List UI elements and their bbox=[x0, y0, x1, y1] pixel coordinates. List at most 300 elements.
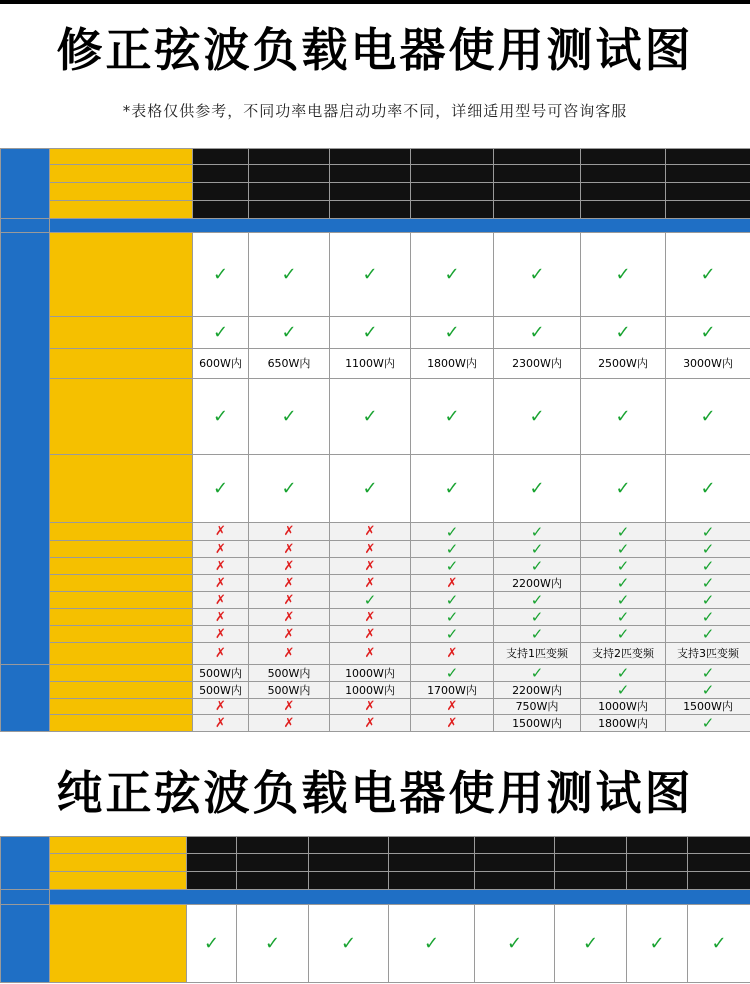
appliance-name bbox=[50, 626, 193, 643]
value-cell bbox=[494, 233, 581, 317]
cross-icon: ✗ bbox=[215, 626, 226, 642]
value-cell bbox=[494, 626, 581, 643]
value-cell bbox=[193, 626, 249, 643]
check-icon: ✓ bbox=[530, 557, 544, 575]
value-cell bbox=[411, 541, 494, 558]
value-cell bbox=[330, 455, 411, 523]
value-cell bbox=[193, 455, 249, 523]
value-cell bbox=[666, 233, 750, 317]
value-cell bbox=[249, 317, 330, 349]
value-cell bbox=[581, 626, 666, 643]
cross-icon: ✗ bbox=[446, 699, 458, 714]
value-cell bbox=[494, 379, 581, 455]
value-cell bbox=[187, 905, 237, 983]
value-cell bbox=[411, 609, 494, 626]
appliance-name bbox=[50, 349, 193, 379]
check-icon: ✓ bbox=[700, 477, 716, 499]
value-cell bbox=[249, 643, 330, 665]
model-cell bbox=[666, 201, 750, 219]
check-icon: ✓ bbox=[281, 405, 297, 427]
appliance-name bbox=[50, 523, 193, 541]
value-cell bbox=[666, 609, 750, 626]
check-icon: ✓ bbox=[701, 591, 715, 609]
value-cell bbox=[193, 575, 249, 592]
check-icon: ✓ bbox=[444, 263, 460, 285]
value-cell: 支持1匹变频 bbox=[494, 643, 581, 665]
value-cell bbox=[581, 379, 666, 455]
value-cell: 500W内 bbox=[193, 665, 249, 682]
check-icon: ✓ bbox=[340, 932, 357, 954]
value-cell: 1000W内 bbox=[330, 665, 411, 682]
value-cell: 1500W内 bbox=[494, 715, 581, 732]
value-cell bbox=[249, 699, 330, 715]
value-cell bbox=[666, 541, 750, 558]
cross-icon: ✗ bbox=[283, 609, 295, 625]
appliance-row bbox=[1, 575, 750, 592]
value-cell bbox=[309, 905, 389, 983]
value-cell: 2500W内 bbox=[581, 349, 666, 379]
value-cell bbox=[475, 905, 555, 983]
value-cell bbox=[193, 592, 249, 609]
info-row bbox=[1, 183, 750, 201]
appliance-row bbox=[1, 455, 750, 523]
model-cell bbox=[249, 165, 330, 183]
model-cell bbox=[309, 872, 389, 890]
value-cell: 1000W内 bbox=[581, 699, 666, 715]
value-cell bbox=[666, 575, 750, 592]
model-cell bbox=[581, 201, 666, 219]
value-cell bbox=[193, 609, 249, 626]
check-icon: ✓ bbox=[616, 681, 630, 699]
appliance-row bbox=[1, 233, 750, 317]
model-cell bbox=[193, 165, 249, 183]
model-cell bbox=[237, 854, 309, 872]
check-icon: ✓ bbox=[506, 932, 523, 954]
check-icon: ✓ bbox=[616, 591, 630, 609]
check-icon: ✓ bbox=[530, 540, 544, 558]
value-cell bbox=[581, 592, 666, 609]
model-cell bbox=[627, 837, 688, 854]
cross-icon: ✗ bbox=[364, 609, 376, 625]
section-row bbox=[1, 890, 750, 905]
check-icon: ✓ bbox=[616, 664, 630, 682]
model-cell bbox=[411, 165, 494, 183]
check-icon: ✓ bbox=[530, 608, 544, 626]
info-row bbox=[1, 201, 750, 219]
value-cell: 750W内 bbox=[494, 699, 581, 715]
cross-icon: ✗ bbox=[364, 646, 376, 661]
tool-name bbox=[50, 699, 193, 715]
category-basic-info bbox=[1, 149, 50, 219]
category-spacer bbox=[1, 219, 50, 233]
cross-icon: ✗ bbox=[283, 626, 295, 642]
appliance-name bbox=[50, 592, 193, 609]
value-cell bbox=[330, 626, 411, 643]
model-cell bbox=[193, 183, 249, 201]
model-cell bbox=[389, 854, 475, 872]
value-cell bbox=[411, 715, 494, 732]
value-cell bbox=[411, 592, 494, 609]
model-cell bbox=[249, 183, 330, 201]
value-cell: 2200W内 bbox=[494, 682, 581, 699]
value-cell bbox=[330, 699, 411, 715]
value-cell bbox=[494, 541, 581, 558]
value-cell bbox=[411, 665, 494, 682]
appliance-row bbox=[1, 626, 750, 643]
check-icon: ✓ bbox=[281, 263, 297, 285]
tool-name bbox=[50, 715, 193, 732]
cross-icon: ✗ bbox=[364, 524, 376, 539]
appliance-row bbox=[1, 349, 750, 379]
model-cell bbox=[666, 183, 750, 201]
check-icon: ✓ bbox=[212, 263, 229, 285]
check-icon: ✓ bbox=[701, 714, 715, 732]
value-cell: 2200W内 bbox=[494, 575, 581, 592]
cross-icon: ✗ bbox=[446, 575, 458, 591]
model-cell bbox=[581, 183, 666, 201]
value-cell bbox=[411, 575, 494, 592]
check-icon: ✓ bbox=[445, 625, 459, 643]
appliance-name bbox=[50, 541, 193, 558]
check-icon: ✓ bbox=[363, 591, 377, 609]
info-row bbox=[1, 837, 750, 854]
cross-icon: ✗ bbox=[283, 592, 295, 608]
model-cell bbox=[330, 165, 411, 183]
appliance-row bbox=[1, 592, 750, 609]
model-cell bbox=[666, 165, 750, 183]
value-cell bbox=[330, 317, 411, 349]
value-cell bbox=[193, 317, 249, 349]
value-cell bbox=[330, 592, 411, 609]
value-cell bbox=[666, 592, 750, 609]
model-cell bbox=[475, 872, 555, 890]
check-icon: ✓ bbox=[445, 557, 459, 575]
model-cell bbox=[237, 837, 309, 854]
value-cell bbox=[581, 523, 666, 541]
cross-icon: ✗ bbox=[215, 558, 226, 574]
appliance-name bbox=[50, 455, 193, 523]
value-cell bbox=[411, 558, 494, 575]
value-cell bbox=[249, 626, 330, 643]
category-power-tools bbox=[1, 665, 50, 732]
model-cell bbox=[411, 183, 494, 201]
cross-icon: ✗ bbox=[283, 646, 295, 661]
check-icon: ✓ bbox=[212, 405, 229, 427]
value-cell: 650W内 bbox=[249, 349, 330, 379]
value-cell bbox=[249, 541, 330, 558]
value-cell bbox=[666, 558, 750, 575]
check-icon: ✓ bbox=[212, 321, 229, 343]
check-icon: ✓ bbox=[281, 477, 297, 499]
cross-icon: ✗ bbox=[283, 524, 295, 539]
check-icon: ✓ bbox=[700, 263, 716, 285]
value-cell bbox=[666, 626, 750, 643]
row-label bbox=[50, 183, 193, 201]
check-icon: ✓ bbox=[701, 540, 715, 558]
appliance-row bbox=[1, 609, 750, 626]
pure-sine-title: 纯正弦波负载电器使用测试图 bbox=[56, 766, 694, 820]
tool-row bbox=[1, 699, 750, 715]
value-cell bbox=[666, 317, 750, 349]
check-icon: ✓ bbox=[701, 608, 715, 626]
model-cell bbox=[411, 201, 494, 219]
value-cell bbox=[249, 523, 330, 541]
pure-sine-table bbox=[0, 836, 750, 983]
model-cell bbox=[330, 149, 411, 165]
info-row bbox=[1, 149, 750, 165]
model-cell bbox=[555, 854, 627, 872]
appliance-row bbox=[1, 541, 750, 558]
check-icon: ✓ bbox=[212, 477, 229, 499]
model-cell bbox=[193, 149, 249, 165]
model-cell bbox=[688, 872, 750, 890]
check-icon: ✓ bbox=[582, 932, 599, 954]
model-cell bbox=[494, 149, 581, 165]
appliance-name bbox=[50, 558, 193, 575]
model-cell bbox=[494, 183, 581, 201]
check-icon: ✓ bbox=[530, 522, 544, 541]
check-icon: ✓ bbox=[362, 321, 378, 343]
category-basic-info bbox=[1, 837, 50, 890]
model-cell bbox=[627, 872, 688, 890]
model-cell bbox=[193, 201, 249, 219]
value-cell bbox=[411, 626, 494, 643]
value-cell bbox=[411, 233, 494, 317]
appliance-name bbox=[50, 233, 193, 317]
appliance-row bbox=[1, 558, 750, 575]
check-icon: ✓ bbox=[530, 664, 544, 682]
value-cell bbox=[330, 233, 411, 317]
check-icon: ✓ bbox=[362, 405, 378, 427]
cross-icon: ✗ bbox=[215, 715, 226, 731]
check-icon: ✓ bbox=[700, 405, 716, 427]
cross-icon: ✗ bbox=[446, 715, 458, 731]
value-cell bbox=[249, 233, 330, 317]
value-cell bbox=[249, 592, 330, 609]
info-row bbox=[1, 854, 750, 872]
value-cell bbox=[581, 558, 666, 575]
value-cell bbox=[581, 665, 666, 682]
tool-name bbox=[50, 665, 193, 682]
model-cell bbox=[309, 854, 389, 872]
check-icon: ✓ bbox=[701, 625, 715, 643]
value-cell bbox=[666, 523, 750, 541]
check-icon: ✓ bbox=[530, 625, 544, 643]
value-cell: 1000W内 bbox=[330, 682, 411, 699]
check-icon: ✓ bbox=[700, 321, 716, 343]
cross-icon: ✗ bbox=[215, 575, 226, 591]
value-cell bbox=[249, 379, 330, 455]
model-cell bbox=[688, 854, 750, 872]
cross-icon: ✗ bbox=[364, 699, 376, 714]
value-cell: 1700W内 bbox=[411, 682, 494, 699]
value-cell bbox=[330, 643, 411, 665]
value-cell bbox=[193, 379, 249, 455]
value-cell bbox=[494, 665, 581, 682]
value-cell bbox=[389, 905, 475, 983]
appliance-name bbox=[50, 317, 193, 349]
row-label bbox=[50, 201, 193, 219]
value-cell bbox=[193, 643, 249, 665]
check-icon: ✓ bbox=[529, 321, 545, 343]
check-icon: ✓ bbox=[701, 664, 715, 682]
tool-name bbox=[50, 682, 193, 699]
appliance-row bbox=[1, 523, 750, 541]
row-label bbox=[50, 872, 187, 890]
value-cell bbox=[666, 455, 750, 523]
value-cell bbox=[688, 905, 750, 983]
check-icon: ✓ bbox=[445, 608, 459, 626]
value-cell bbox=[581, 455, 666, 523]
check-icon: ✓ bbox=[701, 574, 715, 592]
value-cell bbox=[330, 609, 411, 626]
cross-icon: ✗ bbox=[446, 646, 458, 661]
tool-row bbox=[1, 715, 750, 732]
check-icon: ✓ bbox=[203, 932, 220, 954]
value-cell bbox=[411, 455, 494, 523]
value-cell: 支持2匹变频 bbox=[581, 643, 666, 665]
cross-icon: ✗ bbox=[364, 541, 376, 557]
row-label bbox=[50, 854, 187, 872]
check-icon: ✓ bbox=[444, 405, 460, 427]
value-cell bbox=[494, 455, 581, 523]
value-cell bbox=[494, 558, 581, 575]
model-cell bbox=[627, 854, 688, 872]
cross-icon: ✗ bbox=[215, 541, 226, 557]
category-spacer bbox=[1, 890, 50, 905]
appliance-name bbox=[50, 575, 193, 592]
cross-icon: ✗ bbox=[283, 715, 295, 731]
value-cell bbox=[411, 379, 494, 455]
value-cell: 500W内 bbox=[249, 665, 330, 682]
value-cell: 600W内 bbox=[193, 349, 249, 379]
modified-sine-table bbox=[0, 148, 750, 732]
check-icon: ✓ bbox=[615, 477, 631, 499]
value-cell bbox=[411, 523, 494, 541]
value-cell: 1500W内 bbox=[666, 699, 750, 715]
value-cell bbox=[581, 575, 666, 592]
appliance-name bbox=[50, 609, 193, 626]
appliance-row bbox=[1, 317, 750, 349]
page-title: 修正弦波负载电器使用测试图 bbox=[56, 23, 694, 77]
value-cell bbox=[581, 609, 666, 626]
value-cell: 500W内 bbox=[193, 682, 249, 699]
value-cell bbox=[411, 699, 494, 715]
model-cell bbox=[389, 872, 475, 890]
row-label bbox=[50, 837, 187, 854]
check-icon: ✓ bbox=[362, 477, 378, 499]
cross-icon: ✗ bbox=[364, 558, 376, 574]
value-cell bbox=[666, 682, 750, 699]
check-icon: ✓ bbox=[445, 664, 459, 682]
check-icon: ✓ bbox=[711, 932, 727, 954]
check-icon: ✓ bbox=[616, 522, 630, 541]
model-cell bbox=[411, 149, 494, 165]
model-cell bbox=[494, 165, 581, 183]
model-cell bbox=[475, 837, 555, 854]
check-icon: ✓ bbox=[701, 557, 715, 575]
top-border bbox=[0, 0, 750, 4]
category-home-office bbox=[1, 233, 50, 665]
check-icon: ✓ bbox=[615, 321, 631, 343]
value-cell: 2300W内 bbox=[494, 349, 581, 379]
check-icon: ✓ bbox=[701, 681, 715, 699]
cross-icon: ✗ bbox=[283, 558, 295, 574]
check-icon: ✓ bbox=[362, 263, 378, 285]
value-cell bbox=[330, 575, 411, 592]
value-cell bbox=[581, 233, 666, 317]
appliance-row bbox=[1, 905, 750, 983]
value-cell: 1800W内 bbox=[581, 715, 666, 732]
value-cell bbox=[627, 905, 688, 983]
value-cell bbox=[411, 643, 494, 665]
check-icon: ✓ bbox=[264, 932, 281, 954]
model-cell bbox=[688, 837, 750, 854]
value-cell bbox=[249, 558, 330, 575]
value-cell bbox=[249, 609, 330, 626]
category-spacer bbox=[1, 905, 50, 983]
model-cell bbox=[581, 149, 666, 165]
cross-icon: ✗ bbox=[283, 541, 295, 557]
row-label bbox=[50, 149, 193, 165]
model-cell bbox=[666, 149, 750, 165]
value-cell bbox=[193, 523, 249, 541]
value-cell bbox=[666, 665, 750, 682]
tool-row bbox=[1, 682, 750, 699]
model-cell bbox=[555, 872, 627, 890]
check-icon: ✓ bbox=[616, 557, 630, 575]
check-icon: ✓ bbox=[445, 591, 459, 609]
value-cell bbox=[249, 715, 330, 732]
cross-icon: ✗ bbox=[364, 575, 376, 591]
value-cell bbox=[666, 715, 750, 732]
model-cell bbox=[237, 872, 309, 890]
value-cell bbox=[193, 715, 249, 732]
value-cell bbox=[193, 558, 249, 575]
value-cell: 支持3匹变频 bbox=[666, 643, 750, 665]
section-label bbox=[50, 890, 750, 905]
check-icon: ✓ bbox=[281, 321, 297, 343]
cross-icon: ✗ bbox=[215, 609, 226, 625]
value-cell bbox=[193, 699, 249, 715]
model-cell bbox=[249, 201, 330, 219]
appliance-name bbox=[50, 379, 193, 455]
section-label bbox=[50, 219, 750, 233]
cross-icon: ✗ bbox=[364, 626, 376, 642]
value-cell bbox=[330, 523, 411, 541]
value-cell bbox=[581, 541, 666, 558]
model-cell bbox=[309, 837, 389, 854]
check-icon: ✓ bbox=[529, 263, 545, 285]
cross-icon: ✗ bbox=[283, 575, 295, 591]
value-cell bbox=[330, 715, 411, 732]
value-cell bbox=[330, 541, 411, 558]
check-icon: ✓ bbox=[649, 932, 665, 954]
model-cell bbox=[555, 837, 627, 854]
model-cell bbox=[581, 165, 666, 183]
appliance-name bbox=[50, 643, 193, 665]
model-cell bbox=[389, 837, 475, 854]
value-cell bbox=[411, 317, 494, 349]
cross-icon: ✗ bbox=[215, 592, 226, 608]
model-cell bbox=[494, 201, 581, 219]
value-cell bbox=[666, 379, 750, 455]
value-cell bbox=[193, 541, 249, 558]
check-icon: ✓ bbox=[701, 522, 715, 541]
check-icon: ✓ bbox=[530, 591, 544, 609]
value-cell bbox=[494, 317, 581, 349]
check-icon: ✓ bbox=[615, 405, 631, 427]
